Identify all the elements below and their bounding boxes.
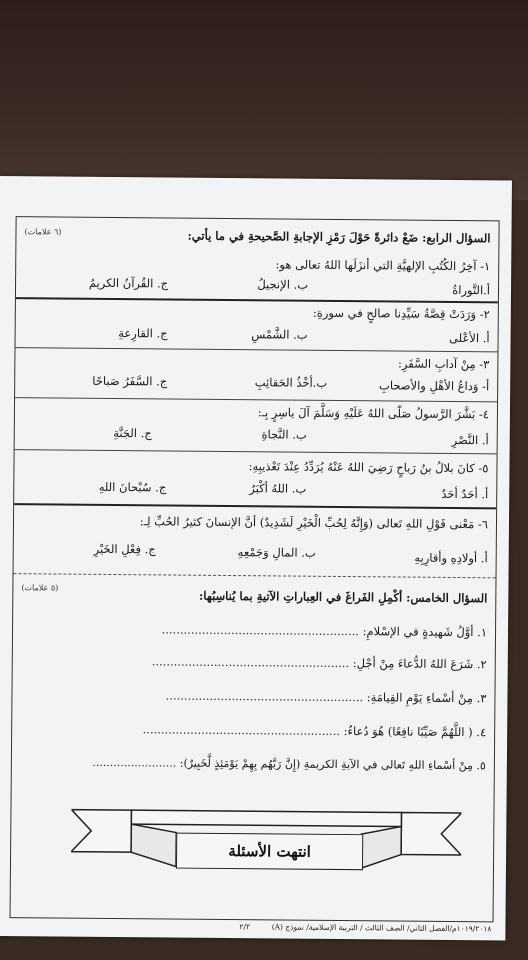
q4-item5-question: ٥- كانَ بلالُ بنُ رَباحٍ رَضِيَ اللهُ عَنْهُ يُرَدِّدُ عِنْدَ تَعْذيبِهِ: <box>248 459 489 476</box>
q4-item3-option-c[interactable]: ج. السَّفَرُ صَباحًا <box>92 373 168 389</box>
divider <box>15 347 497 352</box>
q4-item3-option-a[interactable]: أ- وَداعُ الأهْلِ والأصحابِ <box>378 378 490 394</box>
end-of-questions-label: انتهت الأسئلة <box>176 833 363 871</box>
q4-item2-option-b[interactable]: ب. الشَّمْسِ <box>251 327 308 342</box>
answer-blank[interactable]: ...................................................... <box>161 622 360 639</box>
q5-marks: (٥ علامات) <box>21 583 59 593</box>
divider <box>14 573 496 578</box>
q5-item5 <box>92 756 486 772</box>
q4-item2-question: ٢- وَرَدَتْ قِصَّةُ سَيِّدِنا صالحٍ في سورةِ: <box>312 305 490 322</box>
q4-item5-option-c[interactable]: ج. سُبْحانَ اللهِ <box>98 479 167 495</box>
q4-item3-question: ٣- مِنْ آدابِ السَّفَرِ: <box>398 356 490 372</box>
answer-blank[interactable]: ...................................................... <box>142 722 341 738</box>
exam-paper <box>0 176 512 940</box>
q4-item2-option-a[interactable]: أ. الأعْلى <box>449 330 490 346</box>
q4-item6-option-c[interactable]: ج. فِعْلِ الخَيْرِ <box>93 541 156 557</box>
footer-exam-info: ١٠١٩/٢٠١٨م/الفصل الثاني/ الصف الثالث / التربية الإسلامية/ نموذج (A) <box>271 922 492 934</box>
answer-blank[interactable]: ...................................................... <box>151 654 350 671</box>
exam-frame <box>10 216 500 922</box>
q4-item5-option-b[interactable]: ب. اللهُ أكْبَرُ <box>249 481 307 496</box>
q5-item1-label: ١. أوَّلُ شَهيدةٍ في الإسْلامِ: <box>362 624 488 640</box>
q4-item1-option-b[interactable]: ب. الإنجيلُ <box>257 277 309 292</box>
q5-item3 <box>166 688 487 705</box>
q4-title: السؤال الرابع: ضَعْ دائرةً حَوْلَ رَمْزِ الإجابةِ الصَّحيحةِ في ما يأتي: <box>187 228 491 246</box>
q4-item4-question: ٤- بَشَّرَ الرَّسولُ صَلّى اللهُ عَلَيْهِ وَسَلَّمَ آلَ ياسِرٍ بِـ: <box>257 405 490 422</box>
q4-item3-option-b[interactable]: ب.أخْذُ الحَقائِبِ <box>254 375 328 390</box>
q5-item2 <box>152 654 487 671</box>
divider <box>15 397 497 402</box>
background <box>0 0 528 200</box>
q4-item1-option-a[interactable]: أ.التَّوراةُ <box>452 282 491 298</box>
q5-title: السؤال الخامس: أكْمِلِ الفَراغَ في العِباراتِ الآتيةِ بما يُناسِبُها: <box>199 588 488 606</box>
q4-item6-option-b[interactable]: ب. المالِ وَجَمْعِهِ <box>237 545 316 560</box>
answer-blank[interactable]: ........................ <box>92 755 177 770</box>
q4-item1-option-c[interactable]: ج. القُرآنُ الكريمُ <box>88 275 169 291</box>
page-number: ٢/٢ <box>239 922 251 932</box>
q4-item2-option-c[interactable]: ج. القارِعةِ <box>118 326 168 341</box>
q5-item4 <box>143 722 487 739</box>
q5-item5-label: ٥. مِنْ أسْماءِ اللهِ تَعالى في الآيةِ الكريمةِ (إِنَّ رَبَّهُم بِهِمْ يَوْمَئِذٍ لَّخَبِيرٌ): <box>179 756 486 773</box>
page-footer <box>9 920 491 933</box>
divider <box>15 449 497 454</box>
q4-item6-option-a[interactable]: أ. أولادِهِ وأقارِبِهِ <box>414 550 488 566</box>
q4-item4-option-c[interactable]: ج. الجَنَّةِ <box>113 425 152 441</box>
q5-item3-label: ٣. مِنْ أسْماءِ يَوْمِ القِيامَةِ: <box>366 690 487 706</box>
q5-item4-label: ٤. ( اللَّهُمَّ صَيِّبًا نافِعًا) هُوَ دُعاءُ: <box>343 724 487 740</box>
q4-item4-option-a[interactable]: أ. النَّصْرِ <box>451 432 489 448</box>
q5-item1 <box>162 622 488 639</box>
q4-marks: (٦ علامات) <box>24 227 62 237</box>
q4-item1-question: ١- آخِرُ الكُتُبِ الإلهيَّةِ التي أنزَلَها اللهُ تعالى هو: <box>275 257 491 274</box>
end-banner <box>71 802 462 885</box>
q4-item4-option-b[interactable]: ب. النَّجاةِ <box>261 427 307 442</box>
q5-item2-label: ٢. شَرَعَ اللهُ الدُّعاءَ مِنْ أجْلِ: <box>352 656 487 672</box>
divider <box>14 503 496 509</box>
q4-item5-option-a[interactable]: أ. أحَدٌ أحَدٌ <box>441 486 489 502</box>
q4-item6-question: ٦- مَعْنى قَوْلِ اللهِ تَعالى (وَإِنَّهُ لِحُبِّ الْخَيْرِ لَشَدِيدٌ) أنَّ الإنسانَ كثيرُ الحُبِّ لِـ: <box>139 514 489 532</box>
divider <box>16 297 498 303</box>
answer-blank[interactable]: ...................................................... <box>165 688 364 705</box>
